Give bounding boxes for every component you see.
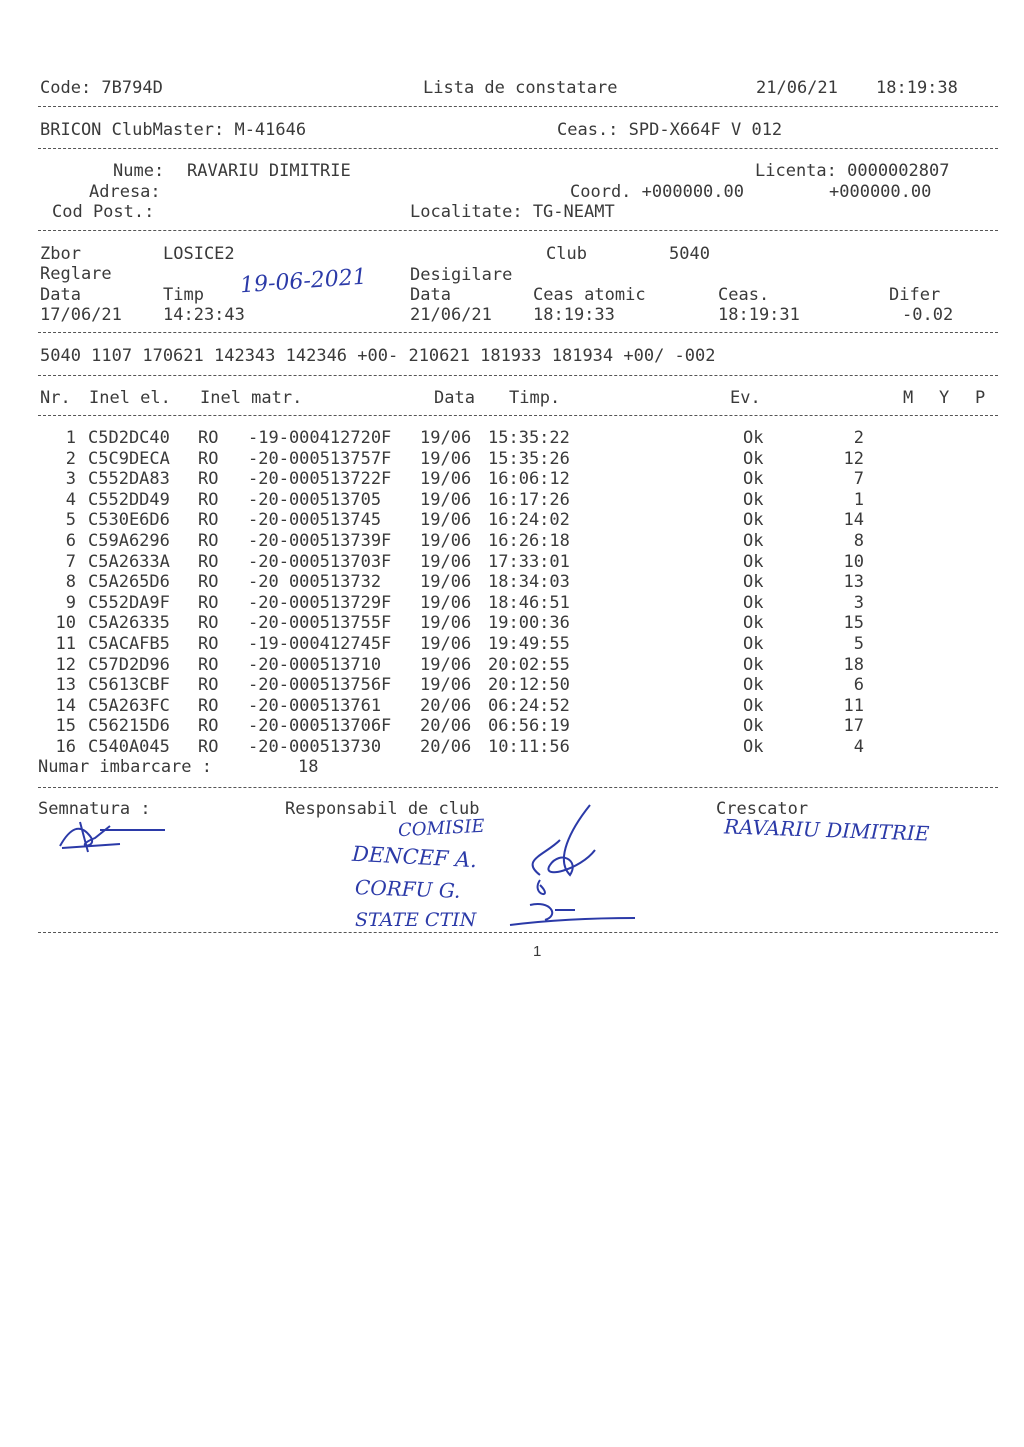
row-timp: 20:12:50 [488,675,570,696]
numar-imbarcare-label: Numar imbarcare : [38,757,212,777]
handwritten-name3: STATE CTIN [355,909,477,931]
numar-imbarcare-value: 18 [298,757,319,777]
row-nr: 2 [65,448,76,469]
row-inel-el: C552DA9F [88,592,170,613]
row-nr: 16 [55,737,76,757]
divider [38,415,998,416]
row-country: RO [198,572,219,593]
coord: Coord. +000000.00 [570,182,744,202]
table-row [38,449,978,470]
row-ev: Ok [743,551,764,572]
zbor-value: LOSICE2 [163,244,235,264]
row-timp: 15:35:26 [488,448,570,469]
row-m: 6 [853,675,864,696]
row-m: 17 [843,716,864,737]
ceas-device: Ceas.: SPD-X664F V 012 [557,120,783,140]
row-m: 4 [853,737,864,757]
desigilare-data: 21/06/21 [410,305,492,325]
row-ev: Ok [743,428,764,448]
row-inel-matr: -20-000513755F [248,613,392,634]
row-m: 14 [843,510,864,531]
row-timp: 17:33:01 [488,551,570,572]
row-timp: 10:11:56 [488,737,570,757]
col-data: Data [434,388,475,408]
row-inel-el: C5A263FC [88,695,170,716]
row-data: 19/06 [420,572,472,593]
row-country: RO [198,613,219,634]
divider [38,106,998,107]
ceas-atomic-value: 18:19:33 [533,305,615,325]
nume-value: RAVARIU DIMITRIE [187,161,351,181]
row-nr: 1 [65,428,76,448]
table-row [38,593,978,614]
row-country: RO [198,592,219,613]
row-inel-matr: -20-000513729F [248,592,392,613]
row-data: 19/06 [420,489,472,510]
timp-label: Timp [163,285,204,305]
row-inel-matr: -20-000513703F [248,551,392,572]
row-m: 5 [853,634,864,654]
table-row [38,572,978,593]
table-row [38,552,978,573]
col-m: M [903,388,914,408]
row-timp: 18:46:51 [488,592,570,613]
row-timp: 16:26:18 [488,531,570,551]
row-inel-matr: -20-000513745 [248,510,382,531]
row-country: RO [198,695,219,716]
club-label: Club [546,244,587,264]
row-timp: 06:56:19 [488,716,570,737]
row-inel-el: C552DA83 [88,469,170,490]
difer-label: Difer [889,285,941,305]
divider [38,332,998,333]
row-ev: Ok [743,716,764,737]
row-inel-matr: -20 000513732 [248,572,382,593]
row-country: RO [198,716,219,737]
adresa-label: Adresa: [89,182,161,202]
row-data: 20/06 [420,716,472,737]
header-time: 18:19:38 [876,78,958,98]
handwritten-name1: DENCEF A. [351,841,478,873]
col-inel-matr: Inel matr. [200,388,303,408]
row-inel-el: C5613CBF [88,675,170,696]
row-inel-matr: -20-000513706F [248,716,392,737]
row-country: RO [198,654,219,675]
row-data: 19/06 [420,675,472,696]
col-ev: Ev. [730,388,761,408]
table-row [38,634,978,655]
row-country: RO [198,634,219,654]
row-inel-el: C56215D6 [88,716,170,737]
row-country: RO [198,469,219,490]
row-timp: 15:35:22 [488,428,570,448]
row-inel-matr: -20-000513739F [248,531,392,551]
row-country: RO [198,448,219,469]
row-inel-matr: -19-000412720F [248,428,392,448]
row-nr: 14 [55,695,76,716]
semnatura-label: Semnatura : [38,799,151,819]
nume-label: Nume: [113,161,165,181]
table-row [38,696,978,717]
code-label: Code: 7B794D [40,78,163,98]
row-inel-el: C552DD49 [88,489,170,510]
handwritten-crescator-name: RAVARIU DIMITRIE [723,814,930,846]
row-nr: 8 [65,572,76,593]
row-nr: 13 [55,675,76,696]
row-m: 2 [853,428,864,448]
data-label: Data [40,285,81,305]
ceas-label: Ceas. [718,285,770,305]
row-ev: Ok [743,469,764,490]
localitate: Localitate: TG-NEAMT [410,202,615,222]
row-inel-matr: -20-000513705 [248,489,382,510]
divider [38,787,998,788]
table-row [38,490,978,511]
licenta: Licenta: 0000002807 [755,161,950,181]
row-country: RO [198,489,219,510]
row-inel-el: C5ACAFB5 [88,634,170,654]
table-row [38,716,978,737]
col-inel-el: Inel el. [89,388,171,408]
row-data: 20/06 [420,695,472,716]
row-nr: 15 [55,716,76,737]
row-timp: 16:06:12 [488,469,570,490]
row-timp: 20:02:55 [488,654,570,675]
col-nr: Nr. [40,388,71,408]
handwritten-comisie: COMISIE [397,815,486,842]
row-data: 19/06 [420,428,472,448]
table-row [38,469,978,490]
row-ev: Ok [743,531,764,551]
table-row [38,675,978,696]
row-ev: Ok [743,695,764,716]
header-date: 21/06/21 [756,78,838,98]
handwritten-name2: CORFU G. [354,875,461,903]
table-row [38,428,978,449]
reglare-label: Reglare [40,264,112,284]
row-timp: 18:34:03 [488,572,570,593]
ceas-atomic-label: Ceas atomic [533,285,646,305]
divider [38,932,998,933]
row-inel-matr: -20-000513722F [248,469,392,490]
row-ev: Ok [743,510,764,531]
row-inel-matr: -20-000513730 [248,737,382,757]
cod-post-label: Cod Post.: [52,202,155,222]
table-row [38,531,978,552]
row-timp: 16:24:02 [488,510,570,531]
row-m: 7 [853,469,864,490]
zbor-label: Zbor [40,244,81,264]
row-ev: Ok [743,448,764,469]
row-ev: Ok [743,675,764,696]
table-row [38,613,978,634]
row-ev: Ok [743,613,764,634]
difer-value: -0.02 [902,305,954,325]
handwritten-date: 19-06-2021 [239,264,368,299]
row-inel-matr: -20-000513757F [248,448,392,469]
row-ev: Ok [743,489,764,510]
row-data: 19/06 [420,531,472,551]
row-nr: 9 [65,592,76,613]
row-nr: 10 [55,613,76,634]
row-ev: Ok [743,634,764,654]
row-country: RO [198,551,219,572]
reglare-data: 17/06/21 [40,305,122,325]
row-nr: 11 [55,634,76,654]
row-data: 19/06 [420,469,472,490]
row-inel-el: C5C9DECA [88,448,170,469]
row-inel-matr: -20-000513710 [248,654,382,675]
row-m: 12 [843,448,864,469]
table-row [38,655,978,676]
row-country: RO [198,510,219,531]
reglare-timp: 14:23:43 [163,305,245,325]
row-nr: 5 [65,510,76,531]
page-number: 1 [533,943,542,960]
row-inel-el: C59A6296 [88,531,170,551]
row-timp: 16:17:26 [488,489,570,510]
col-p: P [975,388,986,408]
divider [38,230,998,231]
col-timp: Timp. [509,388,561,408]
row-inel-el: C5D2DC40 [88,428,170,448]
row-timp: 19:00:36 [488,613,570,634]
row-m: 1 [853,489,864,510]
crescator-label: Crescator [716,799,809,819]
row-m: 8 [853,531,864,551]
row-country: RO [198,531,219,551]
row-country: RO [198,675,219,696]
signature-semnatura [50,818,170,858]
row-country: RO [198,428,219,448]
row-m: 15 [843,613,864,634]
row-nr: 6 [65,531,76,551]
ceas-value: 18:19:31 [718,305,800,325]
row-data: 19/06 [420,613,472,634]
row-inel-el: C540A045 [88,737,170,757]
row-inel-matr: -20-000513761 [248,695,382,716]
divider [38,148,998,149]
responsabil-label: Responsabil de club [285,799,480,819]
row-nr: 4 [65,489,76,510]
coord2: +000000.00 [829,182,932,202]
row-inel-el: C5A265D6 [88,572,170,593]
row-data: 19/06 [420,654,472,675]
clubmaster-label: BRICON ClubMaster: M-41646 [40,120,307,140]
divider [38,375,998,376]
col-y: Y [939,388,950,408]
table-row [38,737,978,758]
club-value: 5040 [669,244,710,264]
row-nr: 3 [65,469,76,490]
desigilare-label: Desigilare [410,265,513,285]
row-nr: 7 [65,551,76,572]
row-m: 10 [843,551,864,572]
row-data: 20/06 [420,737,472,757]
row-timp: 06:24:52 [488,695,570,716]
row-ev: Ok [743,737,764,757]
row-data: 19/06 [420,551,472,572]
row-nr: 12 [55,654,76,675]
row-ev: Ok [743,592,764,613]
document-title: Lista de constatare [423,78,618,98]
row-m: 13 [843,572,864,593]
row-data: 19/06 [420,510,472,531]
row-ev: Ok [743,654,764,675]
row-ev: Ok [743,572,764,593]
row-data: 19/06 [420,448,472,469]
row-m: 18 [843,654,864,675]
row-timp: 19:49:55 [488,634,570,654]
row-data: 19/06 [420,592,472,613]
row-inel-el: C57D2D96 [88,654,170,675]
row-inel-matr: -19-000412745F [248,634,392,654]
summary-line: 5040 1107 170621 142343 142346 +00- 210621 181933 181934 +00/ -002 [40,346,716,366]
table-row [38,510,978,531]
row-inel-el: C5A26335 [88,613,170,634]
row-m: 3 [853,592,864,613]
row-country: RO [198,737,219,757]
data2-label: Data [410,285,451,305]
row-inel-el: C530E6D6 [88,510,170,531]
row-inel-el: C5A2633A [88,551,170,572]
row-inel-matr: -20-000513756F [248,675,392,696]
row-data: 19/06 [420,634,472,654]
signature-responsabil [500,800,640,935]
row-m: 11 [843,695,864,716]
